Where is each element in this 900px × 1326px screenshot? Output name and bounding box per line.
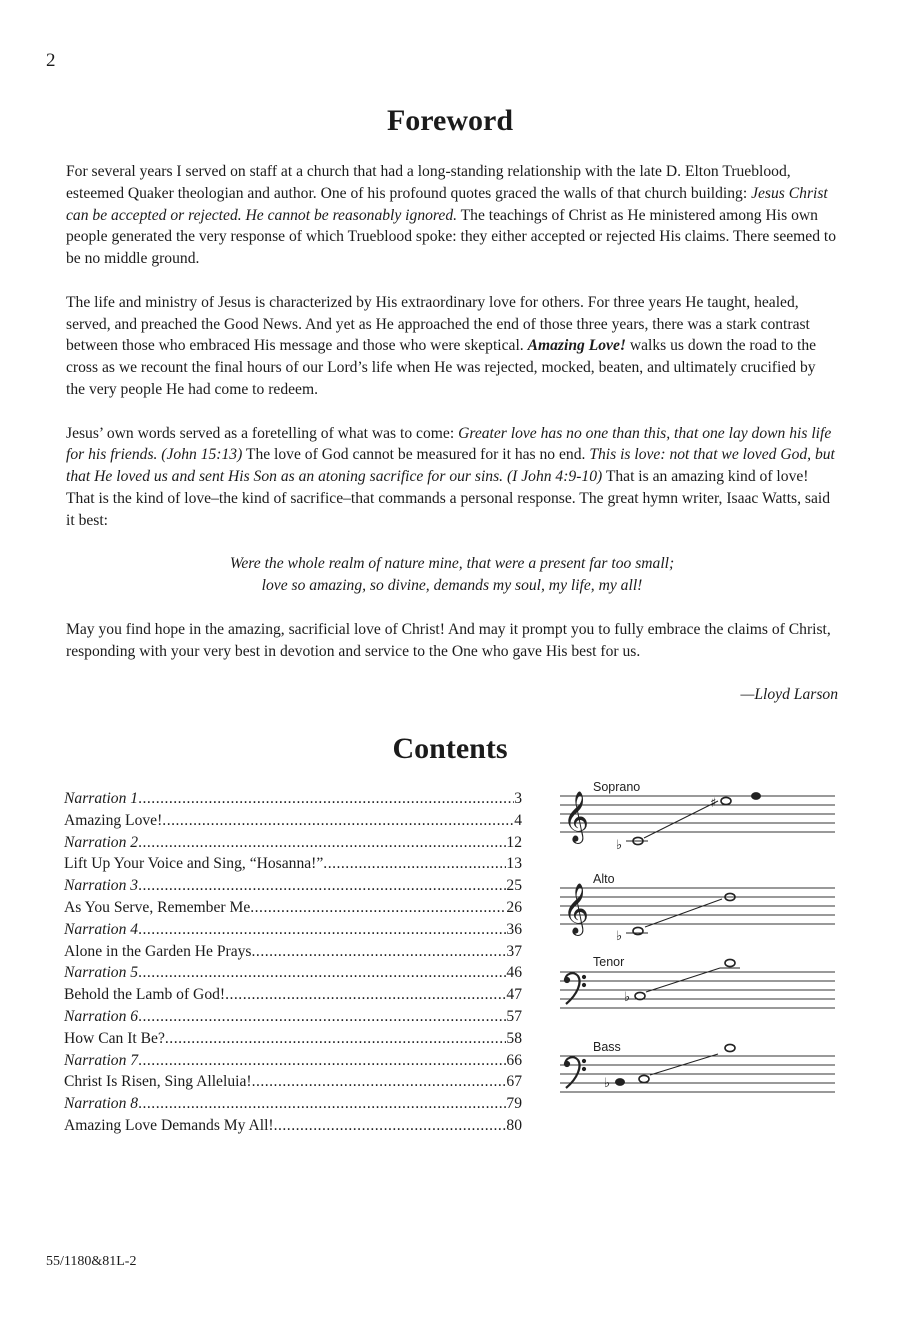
voice-ranges-figure (560, 776, 840, 1106)
foreword-paragraph-1: For several years I served on staff at a church that had a long-standing relationship with the late D. Elton Trueblood, esteemed Quaker theologian and author. One of his profound quotes graced the walls of that church building: Jesus Christ can be accepted or rejected. He cannot be reasonably ignored. The teachings of Christ as He ministered among His own people generated the very response of which Trueblood spoke: they either accepted or rejected His claims. There seemed to be no middle ground. (66, 163, 837, 268)
alto-range-notes (616, 893, 735, 944)
trueblood-quote: Jesus Christ can be accepted or rejected. He cannot be reasonably ignored. (66, 184, 828, 224)
foreword-paragraph-2: The life and ministry of Jesus is characterized by His extraordinary love for others. For three years He taught, healed, served, and preached the Good News. And yet as He approached the end of those three years, there was a stark contrast between those who embraced His message and those who were skeptical. Amazing Love! walks us down the road to the cross as we recount the final hours of our Lord’s life when He was rejected, mocked, beaten, and ultimately crucified by the very people He had come to redeem. (66, 293, 817, 398)
tenor-label: Tenor (593, 955, 625, 969)
svg-text:♭: ♭ (604, 1076, 611, 1091)
contents-list (64, 788, 522, 1137)
work-title: Amazing Love! (527, 337, 626, 355)
bass-range-notes (604, 1044, 735, 1091)
soprano-staff (560, 796, 835, 832)
toc-row: As You Serve, Remember Me ..... 26 (64, 897, 522, 919)
hymn-verse (66, 553, 838, 597)
catalog-code: 55/1180&81L-2 (46, 1254, 137, 1269)
treble-clef-icon: 𝄞 (563, 883, 590, 934)
toc-row: Narration 3 ..... 25 (64, 875, 522, 897)
toc-row: Christ Is Risen, Sing Alleluia! ..... 67 (64, 1071, 522, 1093)
alto-label: Alto (593, 872, 615, 886)
bass-staff (560, 1056, 835, 1092)
toc-row: Alone in the Garden He Prays ..... 37 (64, 941, 522, 963)
svg-text:♯: ♯ (710, 796, 717, 811)
soprano-label: Soprano (593, 780, 641, 794)
toc-row: Narration 1 ..... 3 (64, 788, 522, 810)
tenor-staff (560, 972, 835, 1008)
treble-clef-icon: 𝄞 (563, 791, 590, 842)
foreword-title: Foreword (386, 104, 514, 137)
toc-row: Lift Up Your Voice and Sing, “Hosanna!” ..... 13 (64, 853, 522, 875)
foreword-paragraph-4: May you find hope in the amazing, sacrificial love of Christ! And may it prompt you to fully embrace the claims of Christ, responding with your very best in devotion and service to the One who gave His best for us. (66, 620, 831, 660)
toc-row: Amazing Love! ..... 4 (64, 810, 522, 832)
svg-text:♭: ♭ (616, 929, 623, 944)
scripture-quote-2: This is love: not that we loved God, but that He loved us and sent His Son as an atoning sacrifice for our sins. (I John 4:9-10) (66, 446, 835, 486)
toc-row: Narration 7 ..... 66 (64, 1050, 522, 1072)
toc-row: Narration 8 ..... 79 (64, 1093, 522, 1115)
toc-row: Narration 5 ..... 46 (64, 962, 522, 984)
toc-row: Narration 2 ..... 12 (64, 832, 522, 854)
toc-row: Amazing Love Demands My All! ..... 80 (64, 1115, 522, 1137)
foreword-paragraph-3: Jesus’ own words served as a foretelling of what was to come: Greater love has no one than this, that one lay down his life for his friends. (John 15:13) The love of God cannot be measured for it has no end. This is love: not that we loved God, but that He loved us and sent His Son as an atoning sacrifice for our sins. (I John 4:9-10) That is an amazing kind of love! That is the kind of love–the kind of sacrifice–that commands a personal response. The great hymn writer, Isaac Watts, said it best: (66, 424, 835, 529)
tenor-range-notes (624, 959, 740, 1005)
alto-staff (560, 888, 835, 924)
svg-text:♭: ♭ (624, 990, 631, 1005)
signature: —Lloyd Larson (740, 686, 838, 704)
bass-label: Bass (593, 1040, 621, 1054)
toc-row: Behold the Lamb of God! ..... 47 (64, 984, 522, 1006)
svg-text:♭: ♭ (616, 838, 623, 853)
foreword-body (66, 161, 838, 728)
toc-row: How Can It Be? ..... 58 (64, 1028, 522, 1050)
contents-title: Contents (392, 732, 508, 765)
toc-row: Narration 6 ..... 57 (64, 1006, 522, 1028)
scripture-quote-1: Greater love has no one than this, that one lay down his life for his friends. (John 15:13) (66, 424, 832, 464)
toc-row: Narration 4 ..... 36 (64, 919, 522, 941)
page-number: 2 (46, 50, 56, 71)
hymn-verse-line-1: Were the whole realm of nature mine, that were a present far too small; (229, 555, 675, 573)
hymn-verse-line-2: love so amazing, so divine, demands my soul, my life, my all! (261, 577, 643, 595)
